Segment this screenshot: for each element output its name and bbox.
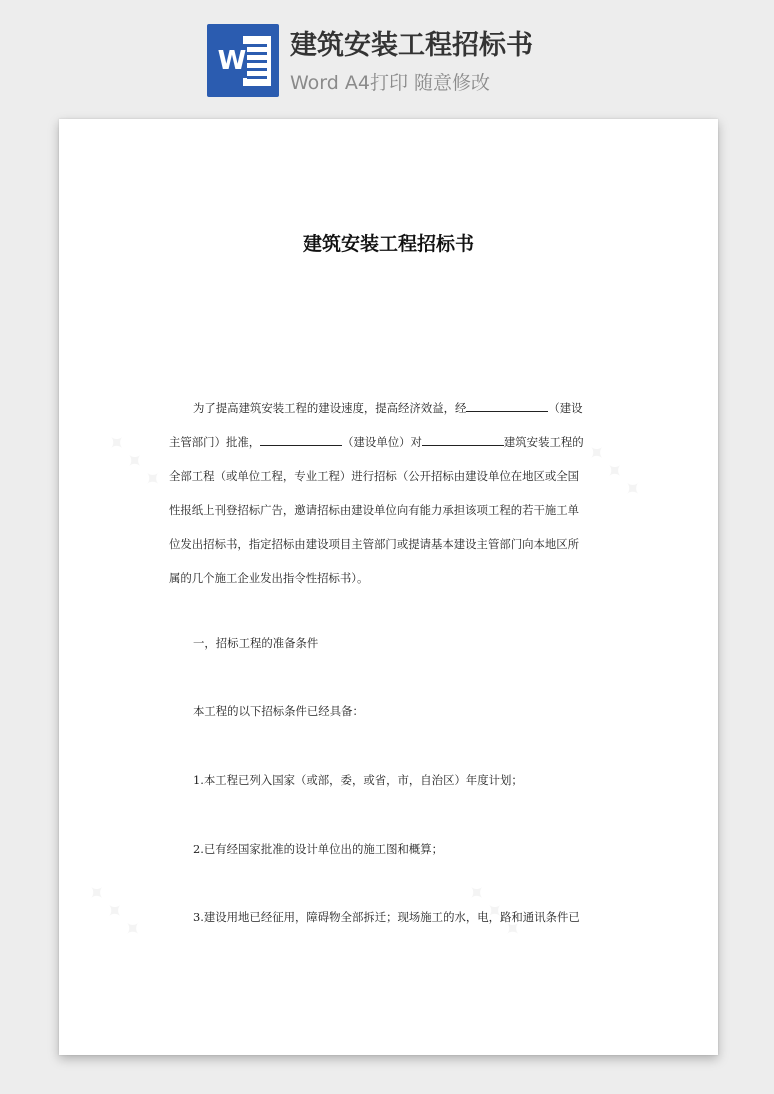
text-segment: 主管部门）批准， xyxy=(169,435,261,449)
word-letter-badge: W xyxy=(217,46,247,76)
fill-in-blank xyxy=(422,433,504,446)
doc-line xyxy=(247,44,267,47)
header-subtitle: Word A4打印 随意修改 xyxy=(290,72,491,94)
text-segment: 建筑安装工程的 xyxy=(503,435,584,449)
paragraph-line xyxy=(169,425,605,459)
text-segment: 为了提高建筑安装工程的建设速度，提高经济效益，经 xyxy=(193,401,467,415)
preview-header xyxy=(0,0,774,110)
text-segment: （建设 xyxy=(548,401,583,415)
doc-line xyxy=(247,52,267,55)
paragraph-line: 全部工程（或单位工程，专业工程）进行招标（公开招标由建设单位在地区或全国 xyxy=(169,469,580,483)
paragraph-intro xyxy=(169,391,605,595)
doc-line xyxy=(247,76,267,79)
watermark xyxy=(100,428,167,495)
doc-line xyxy=(247,60,267,63)
fill-in-blank xyxy=(466,399,548,412)
paragraph-line: 位发出招标书，指定招标由建设项目主管部门或提请基本建设主管部门向本地区所 xyxy=(169,537,580,551)
watermark xyxy=(80,878,147,945)
document-page xyxy=(59,119,718,1055)
list-item: 3.建设用地已经征用，障碍物全部拆迁；现场施工的水，电，路和通讯条件已 xyxy=(193,910,580,924)
section-heading: 一，招标工程的准备条件 xyxy=(193,636,319,650)
section-intro: 本工程的以下招标条件已经具备： xyxy=(193,704,364,718)
paragraph-line: 性报纸上刊登招标广告，邀请招标由建设单位向有能力承担该项工程的若干施工单 xyxy=(169,503,580,517)
word-document-icon xyxy=(207,24,279,97)
fill-in-blank xyxy=(260,433,342,446)
list-item: 1.本工程已列入国家（或部，委，或省，市，自治区）年度计划； xyxy=(193,773,523,787)
paragraph-line: 属的几个施工企业发出指令性招标书）。 xyxy=(169,571,369,585)
paragraph-line xyxy=(169,391,605,425)
header-title: 建筑安装工程招标书 xyxy=(290,30,533,61)
document-title: 建筑安装工程招标书 xyxy=(302,233,474,255)
list-item: 2.已有经国家批准的设计单位出的施工图和概算； xyxy=(193,842,444,856)
text-segment: （建设单位）对 xyxy=(342,435,422,449)
doc-line xyxy=(247,68,267,71)
